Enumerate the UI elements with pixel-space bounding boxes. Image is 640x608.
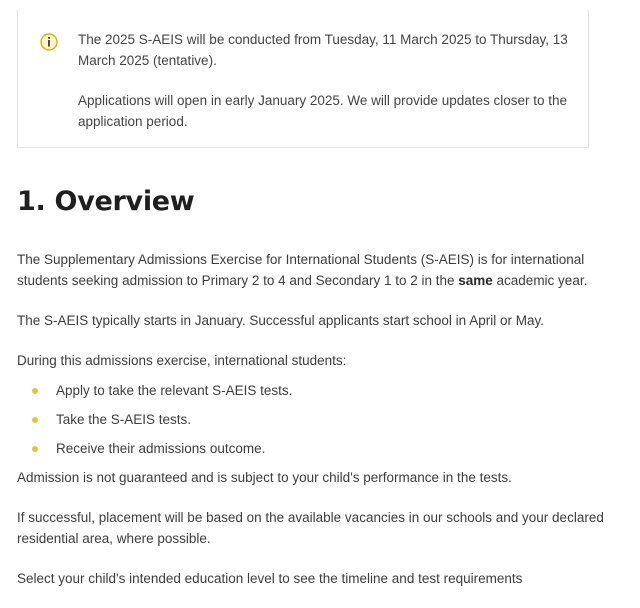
list-item-text: Apply to take the relevant S-AEIS tests. [56,383,293,398]
section-title: 1. Overview [17,186,195,217]
list-item-text: Take the S-AEIS tests. [56,412,192,427]
list-item [17,409,617,430]
steps-list [17,380,617,459]
overview-timing: The S-AEIS typically starts in January. Successful applicants start school in April or May. [17,313,544,328]
intro-emphasis: same [458,273,493,288]
list-item-text: Receive their admissions outcome. [56,441,266,456]
bullet-icon [32,388,38,394]
notice-line-applications: Applications will open in early January 2025. We will provide updates closer to the application period. [78,93,568,129]
overview-select-level: Select your child's intended education level to see the timeline and test requirements [17,571,523,586]
intro-text-start: The Supplementary Admissions Exercise for International Students (S-AEIS) is for international students seeking admission to Primary 2 to 4 and Secondary 1 to 2 in the [17,252,585,288]
notice-text [78,29,578,151]
notice-line-dates: The 2025 S-AEIS will be conducted from Tuesday, 11 March 2025 to Thursday, 13 March 2025 (tentative). [78,32,568,68]
intro-text-end: academic year. [492,273,588,288]
overview-intro [17,249,617,291]
overview-content [17,249,617,608]
bullet-icon [32,446,38,452]
list-item [17,438,617,459]
notice-box [17,10,589,148]
bullet-icon [32,417,38,423]
info-icon [40,33,58,51]
list-item [17,380,617,401]
overview-steps-intro: During this admissions exercise, international students: [17,353,347,368]
overview-placement: If successful, placement will be based on the available vacancies in our schools and your declared residential area, where possible. [17,510,604,546]
overview-guarantee: Admission is not guaranteed and is subject to your child's performance in the tests. [17,470,512,485]
